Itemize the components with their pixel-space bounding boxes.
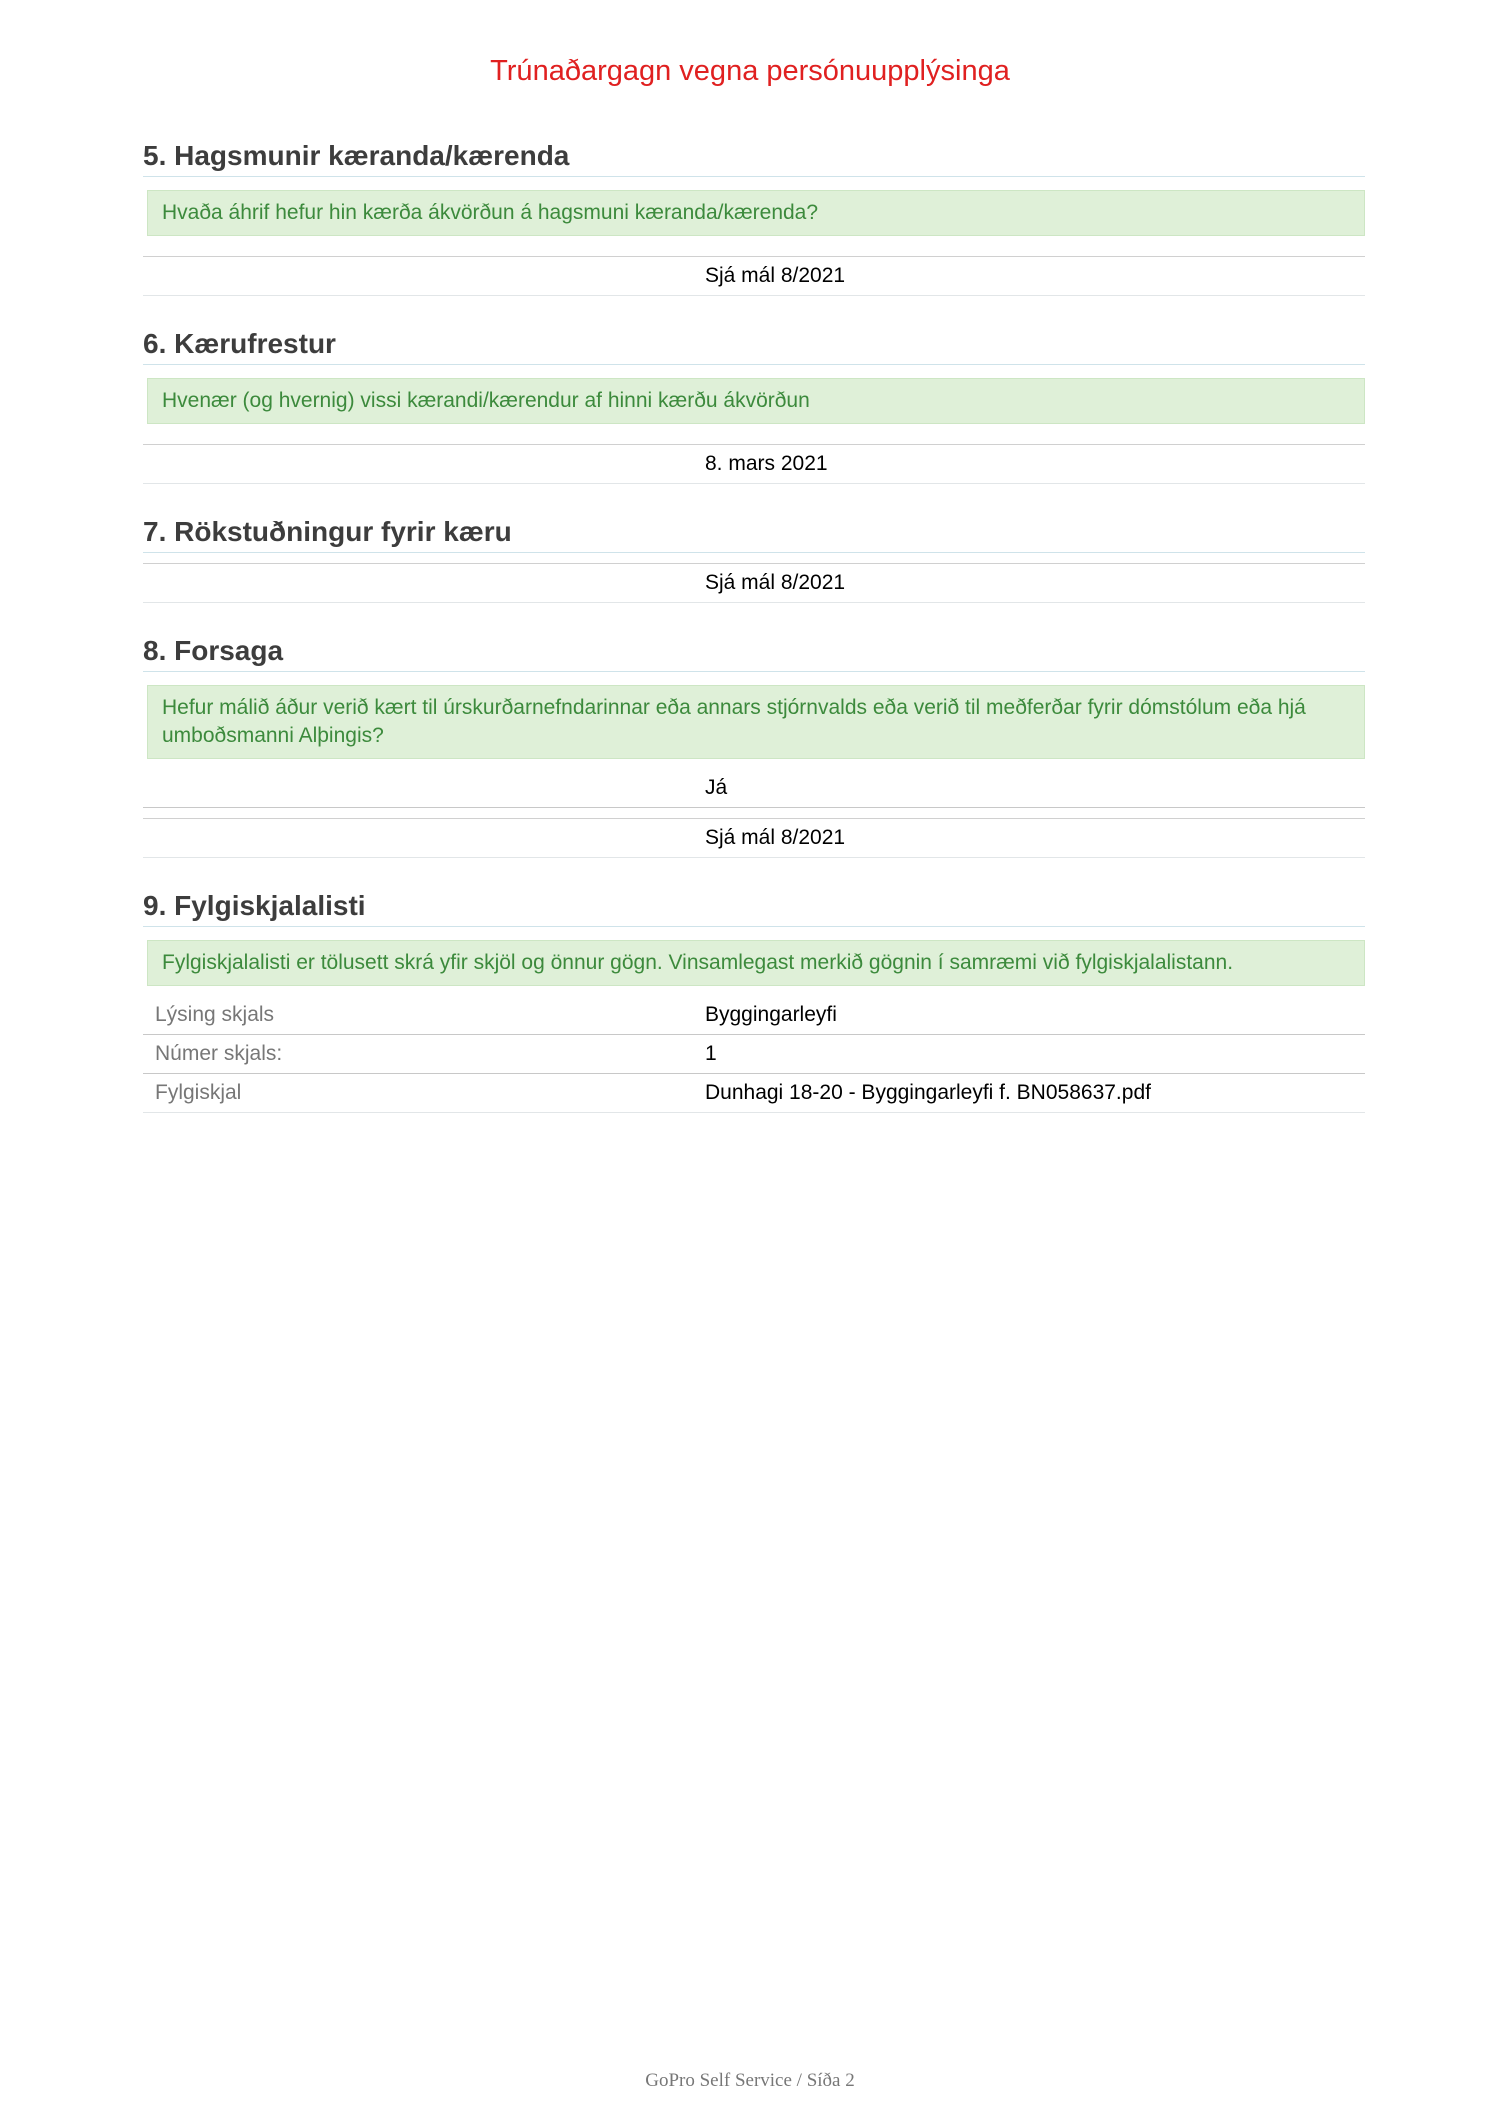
attachment-row-description bbox=[143, 996, 1365, 1035]
answer-value: Já bbox=[705, 776, 728, 799]
attachment-row-number bbox=[143, 1035, 1365, 1074]
attachment-label: Fylgiskjal bbox=[155, 1081, 242, 1104]
question-box: Hefur málið áður verið kært til úrskurðarnefndarinnar eða annars stjórnvalds eða verið til meðferðar fyrir dómstólum eða hjá umboðsmanni Alþingis? bbox=[147, 685, 1365, 759]
section-heading: 7. Rökstuðningur fyrir kæru bbox=[143, 516, 1365, 553]
answer-row bbox=[143, 256, 1365, 296]
attachment-value: 1 bbox=[705, 1042, 717, 1065]
section-heading: 9. Fylgiskjalalisti bbox=[143, 890, 1365, 927]
document-body bbox=[143, 140, 1365, 1113]
page-title: Trúnaðargagn vegna persónuupplýsinga bbox=[490, 55, 1010, 87]
question-box: Hvenær (og hvernig) vissi kærandi/kærendur af hinni kærðu ákvörðun bbox=[147, 378, 1365, 424]
section-heading: 8. Forsaga bbox=[143, 635, 1365, 672]
answer-row bbox=[143, 444, 1365, 484]
attachment-label: Lýsing skjals bbox=[155, 1003, 275, 1026]
question-box: Fylgiskjalalisti er tölusett skrá yfir skjöl og önnur gögn. Vinsamlegast merkið gögnin í samræmi við fylgiskjalalistann. bbox=[147, 940, 1365, 986]
section-kaerufrestur bbox=[143, 328, 1365, 484]
attachment-label: Númer skjals: bbox=[155, 1042, 283, 1065]
section-heading: 6. Kærufrestur bbox=[143, 328, 1365, 365]
answer-value: 8. mars 2021 bbox=[705, 452, 828, 475]
section-heading: 5. Hagsmunir kæranda/kærenda bbox=[143, 140, 1365, 177]
answer-row bbox=[143, 769, 1365, 808]
section-hagsmunir bbox=[143, 140, 1365, 296]
attachment-file-link[interactable]: Dunhagi 18-20 - Byggingarleyfi f. BN058637.pdf bbox=[705, 1081, 1151, 1104]
attachment-row-file bbox=[143, 1074, 1365, 1113]
answer-row bbox=[143, 563, 1365, 603]
answer-value: Sjá mál 8/2021 bbox=[705, 264, 846, 287]
section-rokstudningur bbox=[143, 516, 1365, 603]
section-forsaga bbox=[143, 635, 1365, 858]
page-footer: GoPro Self Service / Síða 2 bbox=[645, 2070, 855, 2091]
attachment-value: Byggingarleyfi bbox=[705, 1003, 837, 1026]
question-box: Hvaða áhrif hefur hin kærða ákvörðun á hagsmuni kæranda/kærenda? bbox=[147, 190, 1365, 236]
answer-value: Sjá mál 8/2021 bbox=[705, 826, 846, 849]
answer-row bbox=[143, 818, 1365, 858]
section-fylgiskjalalisti bbox=[143, 890, 1365, 1113]
answer-value: Sjá mál 8/2021 bbox=[705, 571, 846, 594]
